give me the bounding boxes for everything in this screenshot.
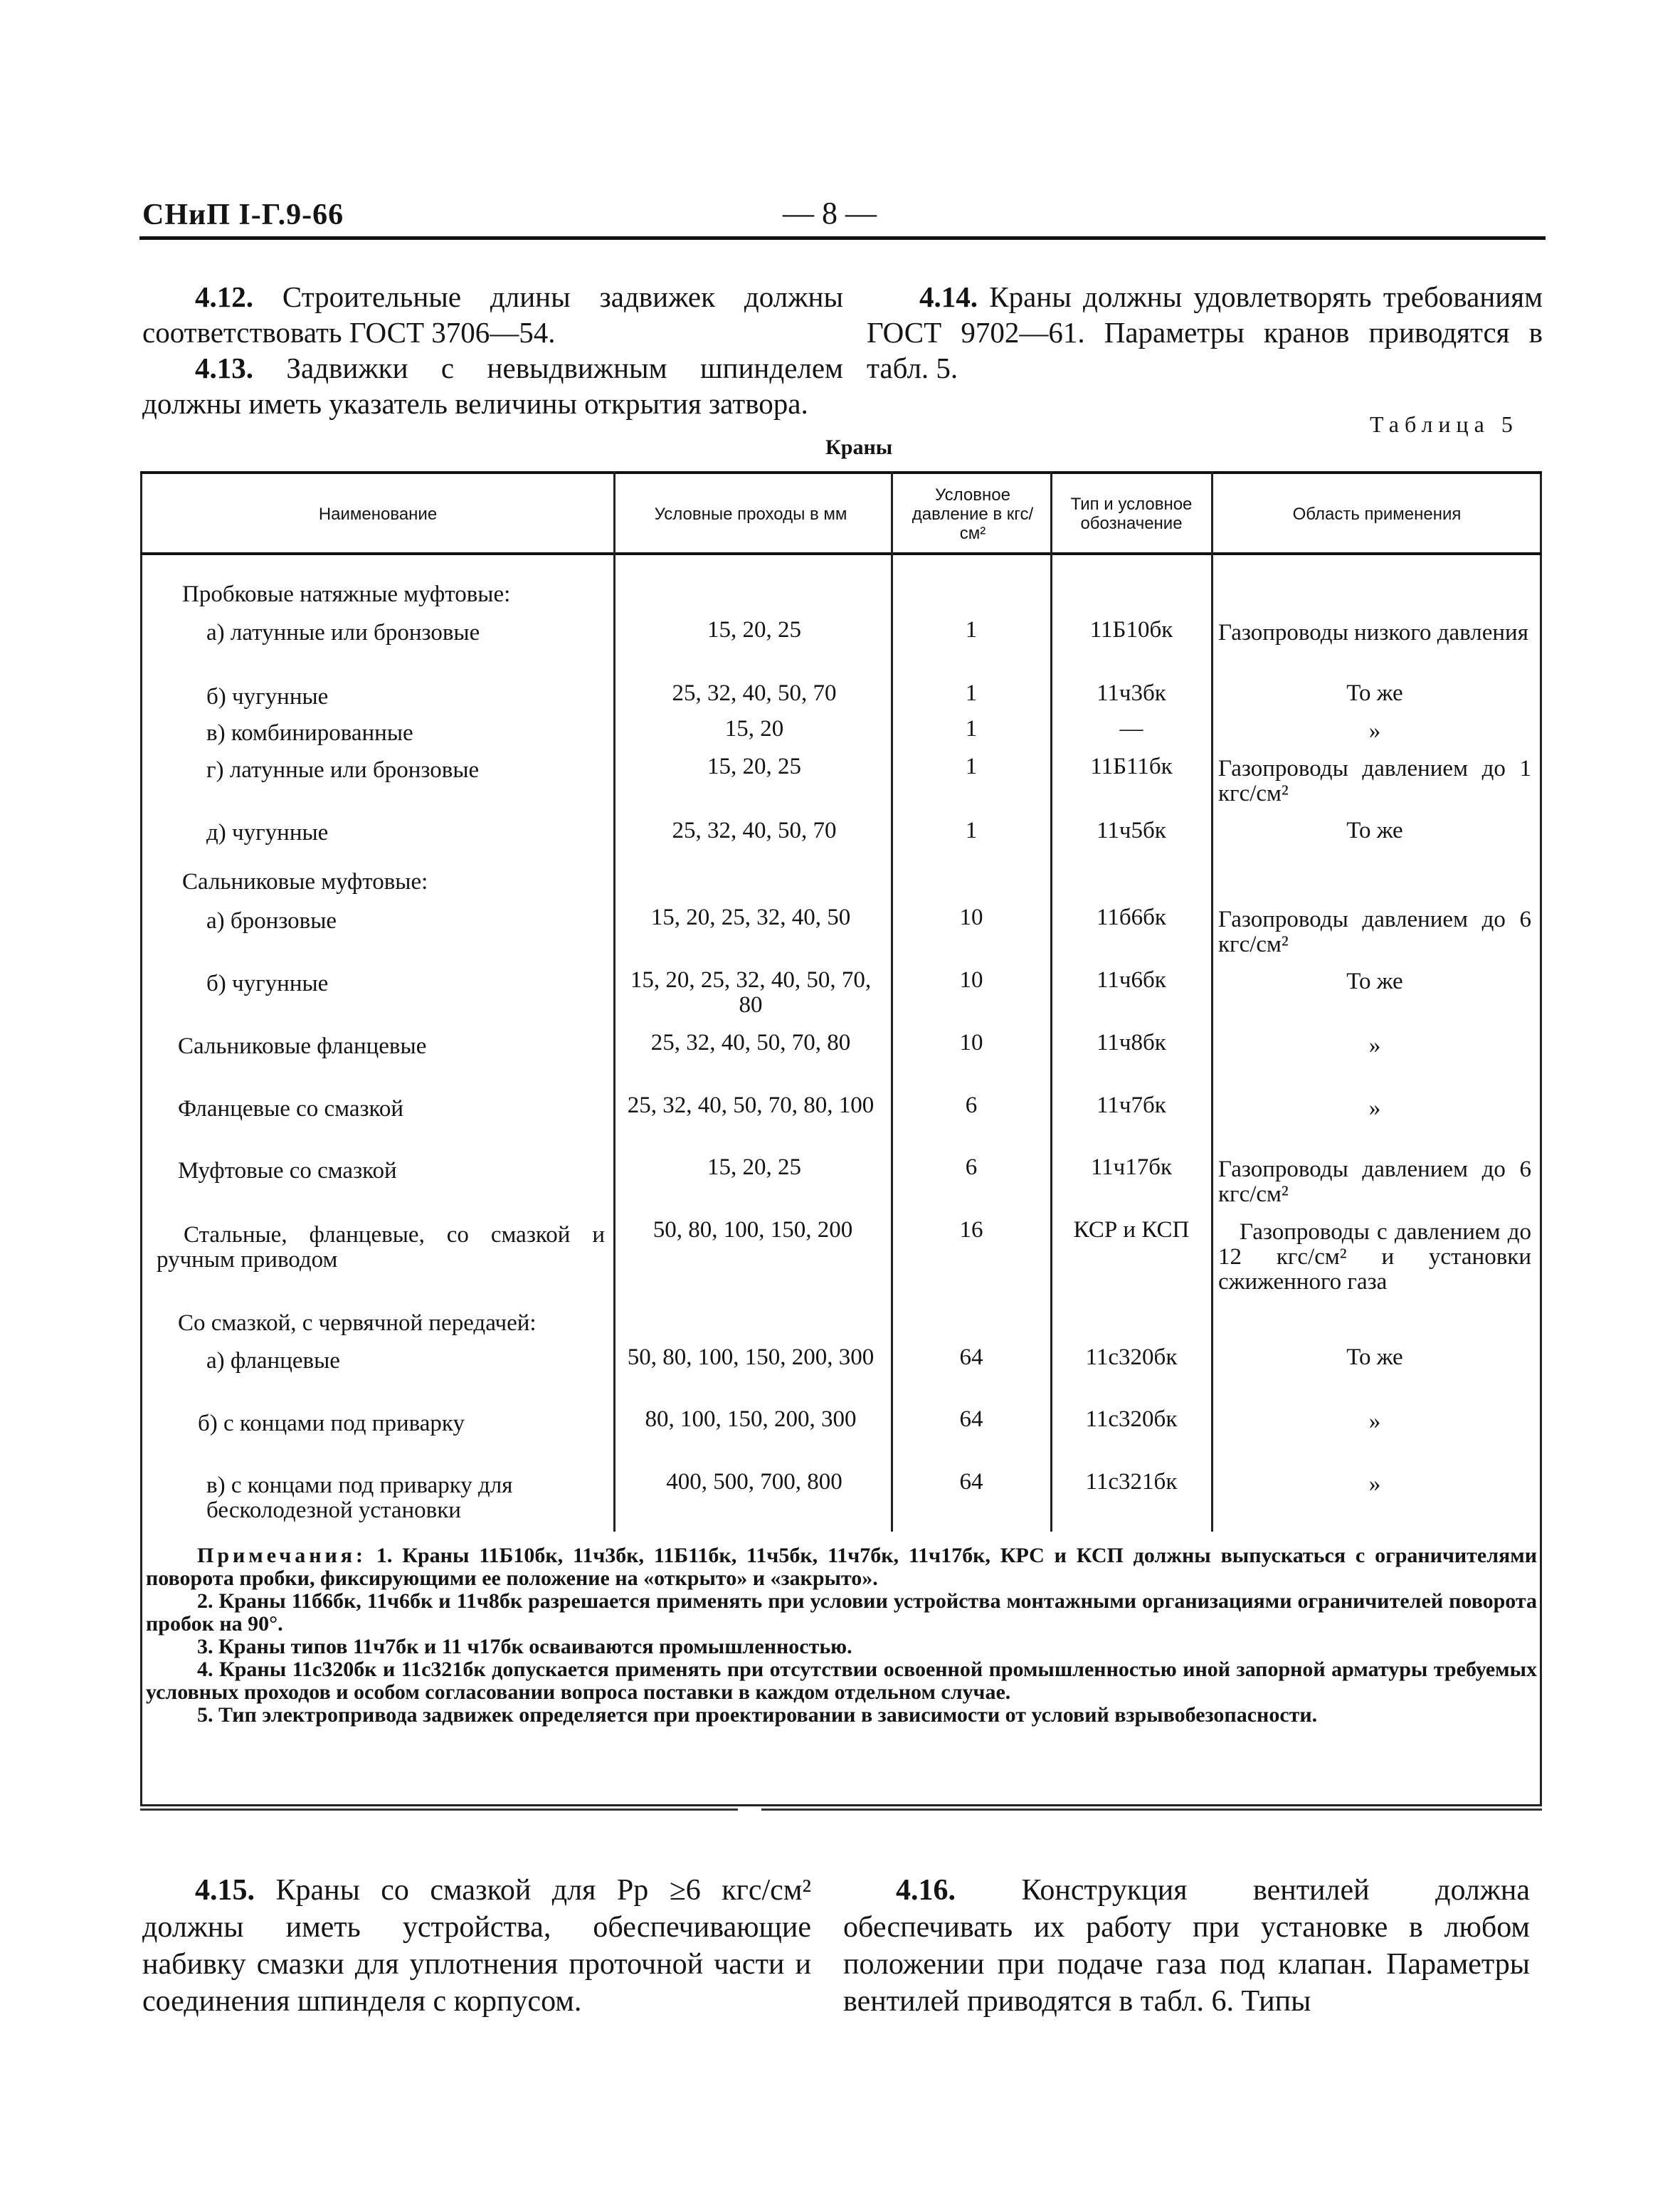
- paragraph-text: Задвижки с невыдвижным шпинделем должны иметь указатель величины открытия затвора.: [142, 352, 843, 420]
- note-4: 4. Краны 11с320бк и 11с321бк допускается применять при отсутствии освоенной промышленностью иной запорной арматуры требуемых условных проходов и особом согласовании вопроса поставки в каждом отдельном случае.: [146, 1658, 1537, 1704]
- row-pressure: 64: [959, 1469, 983, 1495]
- document-code: СНиП I-Г.9-66: [142, 199, 344, 231]
- row-name: а) фланцевые: [206, 1348, 340, 1374]
- row-type: 11с321бк: [1085, 1469, 1178, 1495]
- header-application-area: Область применения: [1292, 504, 1462, 524]
- row-nominal-bore: 15, 20, 25: [707, 754, 801, 779]
- paragraph-number: 4.15.: [195, 1874, 255, 1907]
- row-type: 11ч6бк: [1097, 967, 1166, 993]
- row-name: Фланцевые со смазкой: [178, 1096, 404, 1122]
- header-name: Наименование: [318, 504, 438, 524]
- paragraph-number: 4.12.: [195, 280, 253, 313]
- row-application-area: »: [1368, 1033, 1381, 1058]
- paragraph-number: 4.14.: [919, 280, 978, 313]
- row-name: б) чугунные: [206, 971, 329, 996]
- row-name: Пробковые натяжные муфтовые:: [182, 581, 511, 607]
- table-bottom-rule: [140, 1808, 738, 1811]
- row-pressure: 16: [959, 1217, 983, 1243]
- row-pressure: 6: [965, 1092, 978, 1118]
- header-nominal-pressure: Условное давление в кгс/см²: [912, 485, 1034, 543]
- header-rule: [139, 236, 1546, 240]
- note-5: 5. Тип электропривода задвижек определяется при проектировании в зависимости от условий взрывобезопасности.: [197, 1703, 1318, 1727]
- row-pressure: 6: [965, 1154, 978, 1180]
- row-nominal-bore: 50, 80, 100, 150, 200: [653, 1217, 853, 1243]
- row-name: д) чугунные: [206, 820, 329, 846]
- row-name: Со смазкой, с червячной передачей:: [178, 1310, 537, 1336]
- row-pressure: 1: [965, 680, 978, 706]
- row-name: б) с концами под приварку: [198, 1411, 465, 1436]
- row-nominal-bore: 15, 20, 25: [707, 1154, 801, 1180]
- note-text: 1. Краны 11Б10бк, 11ч3бк, 11Б11бк, 11ч5бк, 11ч7бк, 11ч17бк, КРС и КСП должны выпускаться с ограничителями поворота пробки, фиксирующими ее положение на «открыто» и «закрыто».: [146, 1544, 1537, 1590]
- row-application-area: То же: [1346, 1344, 1403, 1370]
- row-application-area: То же: [1346, 818, 1403, 843]
- paragraph-text: Краны должны удовлетворять требованиям ГОСТ 9702—61. Параметры кранов приводятся в табл. 5.: [867, 280, 1543, 384]
- row-nominal-bore: 400, 500, 700, 800: [666, 1469, 842, 1495]
- note-1: [146, 1544, 1537, 1590]
- row-application-area: »: [1368, 718, 1381, 744]
- header-nominal-bore: Условные проходы в мм: [654, 504, 847, 524]
- row-name: а) латунные или бронзовые: [206, 620, 480, 646]
- row-type: 11б6бк: [1097, 905, 1166, 930]
- row-pressure: 1: [965, 818, 978, 843]
- paragraph-4-12: [142, 279, 843, 350]
- intro-right-column: [867, 279, 1543, 386]
- row-nominal-bore: 25, 32, 40, 50, 70: [672, 680, 837, 706]
- row-nominal-bore: 25, 32, 40, 50, 70, 80, 100: [627, 1092, 875, 1118]
- row-application-area: То же: [1346, 969, 1403, 994]
- row-pressure: 64: [959, 1344, 983, 1370]
- row-type: 11Б10бк: [1089, 617, 1173, 643]
- paragraph-4-14: [867, 279, 1543, 386]
- row-name: в) с концами под приварку для бесколодезной установки: [206, 1473, 513, 1523]
- table-top-rule: [140, 471, 1542, 474]
- row-application-area: Газопроводы с давлением до 12 кгс/см² и установки сжиженного газа: [1218, 1219, 1531, 1295]
- row-application-area: »: [1368, 1095, 1381, 1121]
- row-name: б) чугунные: [206, 684, 329, 710]
- paragraph-4-15: [142, 1872, 811, 2020]
- bottom-right-column: [843, 1872, 1530, 2020]
- table-header-rule: [140, 552, 1542, 555]
- row-type: 11ч8бк: [1097, 1030, 1166, 1055]
- row-application-area: »: [1368, 1409, 1381, 1434]
- paragraph-number: 4.16.: [896, 1874, 956, 1907]
- row-name: Сальниковые муфтовые:: [182, 869, 428, 895]
- table-bottom-rule: [761, 1808, 1542, 1811]
- note-2: 2. Краны 11б6бк, 11ч6бк и 11ч8бк разрешается применять при условии устройства монтажными организациями ограничителей поворота пробок на 90°.: [146, 1589, 1537, 1636]
- column-divider: [1211, 471, 1213, 1532]
- table-label: Таблица 5: [1370, 411, 1518, 437]
- row-application-area: Газопроводы давлением до 1 кгс/см²: [1218, 756, 1531, 806]
- row-pressure: 1: [965, 716, 978, 742]
- table-title: Краны: [825, 436, 893, 459]
- row-nominal-bore: 80, 100, 150, 200, 300: [645, 1406, 857, 1432]
- row-type: 11ч7бк: [1097, 1092, 1166, 1118]
- row-name: а) бронзовые: [206, 908, 337, 934]
- row-name: Стальные, фланцевые, со смазкой и ручным приводом: [157, 1222, 605, 1273]
- row-name: г) латунные или бронзовые: [206, 757, 480, 783]
- row-name: Муфтовые со смазкой: [178, 1158, 397, 1184]
- column-divider: [1050, 471, 1052, 1532]
- row-application-area: Газопроводы давлением до 6 кгс/см²: [1218, 1157, 1531, 1207]
- row-pressure: 10: [959, 1030, 983, 1055]
- row-pressure: 10: [959, 967, 983, 993]
- row-application-area: »: [1368, 1471, 1381, 1497]
- paragraph-text: Строительные длины задвижек должны соответствовать ГОСТ 3706—54.: [142, 280, 843, 349]
- header-type: Тип и условное обозначение: [1070, 495, 1193, 533]
- note-3: 3. Краны типов 11ч7бк и 11 ч17бк осваиваются промышленностью.: [197, 1635, 852, 1658]
- row-nominal-bore: 15, 20, 25: [707, 617, 801, 643]
- row-type: 11ч5бк: [1097, 818, 1166, 843]
- row-type: 11с320бк: [1085, 1344, 1178, 1370]
- bottom-left-column: [142, 1872, 811, 2020]
- row-type: 11с320бк: [1085, 1406, 1178, 1432]
- row-nominal-bore: 25, 32, 40, 50, 70: [672, 818, 837, 843]
- row-type: —: [1119, 716, 1143, 742]
- row-pressure: 10: [959, 905, 983, 930]
- paragraph-4-16: [843, 1872, 1530, 2020]
- paragraph-text: Краны со смазкой для Pр ≥6 кгс/см² должны иметь устройства, обеспечивающие набивку смазки для уплотнения проточной части и соединения шпинделя с корпусом.: [142, 1874, 811, 2018]
- row-type: 11ч3бк: [1097, 680, 1166, 706]
- paragraph-text: Конструкция вентилей должна обеспечивать их работу при установке в любом положении при подаче газа под клапан. Параметры вентилей приводятся в табл. 6. Типы: [843, 1874, 1530, 2018]
- row-name: Сальниковые фланцевые: [178, 1033, 427, 1059]
- paragraph-number: 4.13.: [195, 352, 253, 384]
- table-notes: [146, 1544, 1537, 1727]
- row-application-area: Газопроводы низкого давления: [1218, 620, 1528, 646]
- row-application-area: Газопроводы давлением до 6 кгс/см²: [1218, 907, 1531, 957]
- paragraph-4-13: [142, 350, 843, 421]
- row-nominal-bore: 25, 32, 40, 50, 70, 80: [650, 1030, 851, 1055]
- intro-left-column: [142, 279, 843, 421]
- row-application-area: То же: [1346, 680, 1403, 706]
- row-type: 11Б11бк: [1090, 754, 1173, 779]
- notes-label: Примечания:: [197, 1544, 367, 1567]
- row-nominal-bore: 50, 80, 100, 150, 200, 300: [627, 1344, 875, 1370]
- row-nominal-bore: 15, 20, 25, 32, 40, 50, 70, 80: [630, 967, 872, 1018]
- row-type: 11ч17бк: [1090, 1154, 1173, 1180]
- row-type: КСР и КСП: [1073, 1217, 1190, 1243]
- row-pressure: 1: [965, 617, 978, 643]
- page-number: — 8 —: [783, 196, 877, 231]
- row-pressure: 1: [965, 754, 978, 779]
- row-nominal-bore: 15, 20, 25, 32, 40, 50: [650, 905, 851, 930]
- row-nominal-bore: 15, 20: [724, 716, 784, 742]
- row-name: в) комбинированные: [206, 720, 413, 746]
- row-pressure: 64: [959, 1406, 983, 1432]
